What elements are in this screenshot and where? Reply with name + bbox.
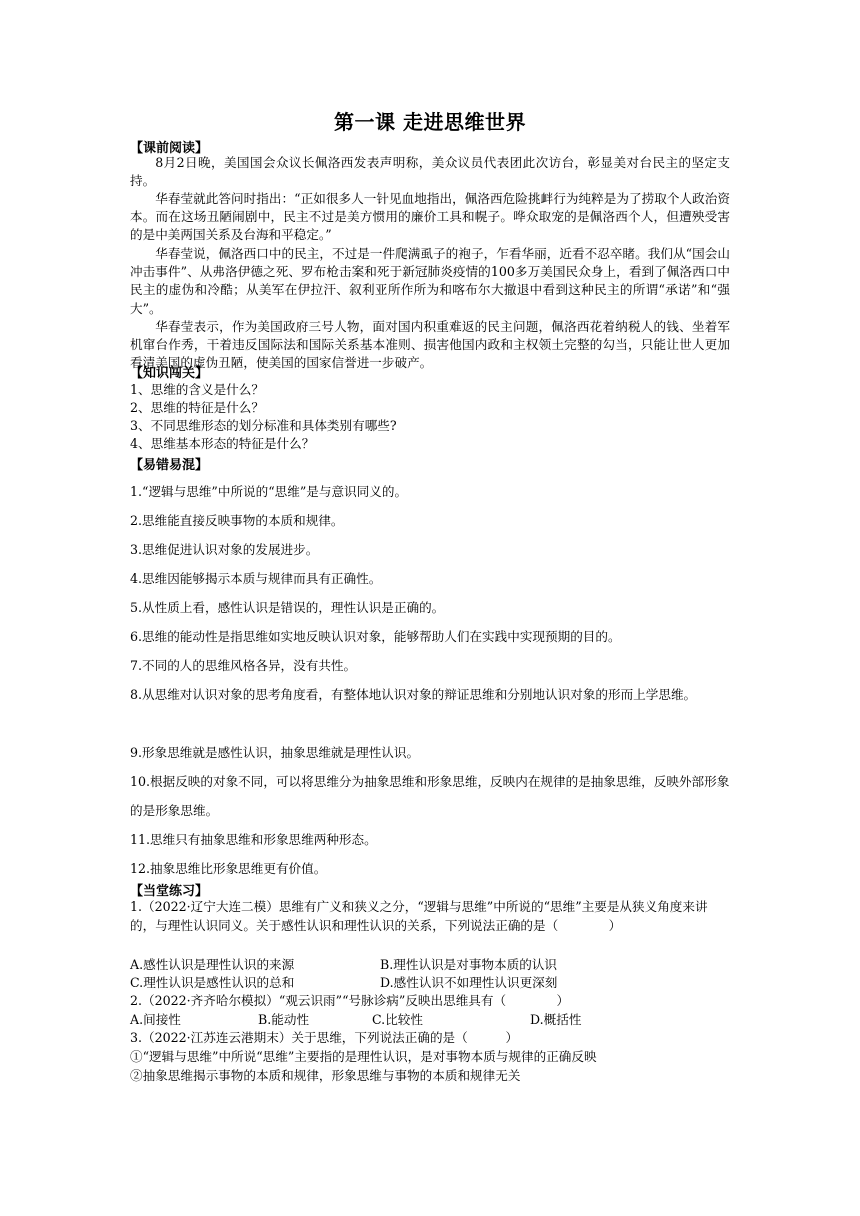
exercise-statement: ①“逻辑与思维”中所说“思维”主要指的是理性认识，是对事物本质与规律的正确反映	[130, 1049, 597, 1064]
page-title: 第一课 走进思维世界	[334, 110, 526, 134]
reading-paragraph: 华春莹表示，作为美国政府三号人物，面对国内积重难返的民主问题，佩洛西花着纳税人的钱、坐着军机窜台作秀，干着违反国际法和国际关系基本准则、损害他国内政和主权领土完整的勾当，只能让世人更加看清美国的虚伪丑陋，使美国的国家信誉进一步破产。	[130, 319, 730, 371]
exercise-statement: ②抽象思维揭示事物的本质和规律，形象思维与事物的本质和规律无关	[130, 1068, 521, 1083]
exercise-option: D.感性认识不如理性认识更深刻	[380, 975, 558, 990]
error-item: 5.从性质上看，感性认识是错误的，理性认识是正确的。	[130, 600, 445, 615]
error-item: 1.“逻辑与思维”中所说的“思维”是与意识同义的。	[130, 484, 408, 499]
section-heading-knowledge: 【知识闯关】	[130, 366, 209, 381]
reading-paragraph: 华春莹就此答问时指出：“正如很多人一针见血地指出，佩洛西危险挑衅行为纯粹是为了捞取个人政治资本。而在这场丑陋闹剧中，民主不过是美方惯用的廉价工具和幌子。哗众取宠的是佩洛西个人，但遭殃受害的是中美两国关系及台海和平稳定。”	[130, 191, 730, 243]
exercise-stem: 3.（2022·江苏连云港期末）关于思维，下列说法正确的是（ ）	[130, 1030, 519, 1045]
exercise-stem: 2.（2022·齐齐哈尔模拟）“观云识雨”“号脉诊病”反映出思维具有（ ）	[130, 993, 570, 1008]
knowledge-question: 1、思维的含义是什么？	[130, 382, 264, 397]
section-heading-reading: 【课前阅读】	[130, 141, 209, 156]
knowledge-question: 4、思维基本形态的特征是什么？	[130, 436, 315, 451]
section-heading-errors: 【易错易混】	[130, 458, 209, 473]
error-item: 10.根据反映的对象不同，可以将思维分为抽象思维和形象思维，反映内在规律的是抽象思维，反映外部形象的是形象思维。	[130, 774, 730, 818]
error-item: 12.抽象思维比形象思维更有价值。	[130, 861, 327, 876]
exercise-option: C.比较性	[372, 1012, 423, 1027]
exercise-stem: 1.（2022·辽宁大连二模）思维有广义和狭义之分，“逻辑与思维”中所说的“思维”主要是从狭义角度来讲的，与理性认识同义。关于感性认识和理性认识的关系，下列说法正确的是（ ）	[130, 899, 708, 933]
exercise-option: B.能动性	[258, 1012, 310, 1027]
knowledge-question: 2、思维的特征是什么？	[130, 400, 264, 415]
exercise-option: B.理性认识是对事物本质的认识	[380, 957, 557, 972]
error-item: 11.思维只有抽象思维和形象思维两种形态。	[130, 832, 377, 847]
error-item: 9.形象思维就是感性认识，抽象思维就是理性认识。	[130, 745, 420, 760]
reading-paragraph: 华春莹说，佩洛西口中的民主，不过是一件爬满虱子的袍子，乍看华丽，近看不忍卒睹。我们从“国会山冲击事件”、从弗洛伊德之死、罗布枪击案和死于新冠肺炎疫情的100多万美国民众身上，看到了佩洛西口中民主的虚伪和冷酷；从美军在伊拉汗、叙利亚所作所为和喀布尔大撤退中看到这种民主的所谓“承诺”和“强大”。	[130, 246, 730, 316]
error-item: 3.思维促进认识对象的发展进步。	[130, 542, 319, 557]
error-item: 7.不同的人的思维风格各异，没有共性。	[130, 658, 357, 673]
section-heading-practice: 【当堂练习】	[130, 884, 209, 899]
reading-paragraph: 8月2日晚，美国国会众议长佩洛西发表声明称，美众议员代表团此次访台，彰显美对台民主的坚定支持。	[130, 155, 730, 189]
error-item: 6.思维的能动性是指思维如实地反映认识对象，能够帮助人们在实践中实现预期的目的。	[130, 629, 621, 644]
knowledge-question: 3、不同思维形态的划分标准和具体类别有哪些?	[130, 418, 397, 433]
error-item: 8.从思维对认识对象的思考角度看，有整体地认识对象的辩证思维和分别地认识对象的形而上学思维。	[130, 687, 697, 702]
error-item: 4.思维因能够揭示本质与规律而具有正确性。	[130, 571, 382, 586]
exercise-option: A.间接性	[130, 1012, 181, 1027]
error-item: 2.思维能直接反映事物的本质和规律。	[130, 513, 344, 528]
exercise-option: A.感性认识是理性认识的来源	[130, 957, 295, 972]
exercise-option: C.理性认识是感性认识的总和	[130, 975, 295, 990]
exercise-option: D.概括性	[530, 1012, 582, 1027]
